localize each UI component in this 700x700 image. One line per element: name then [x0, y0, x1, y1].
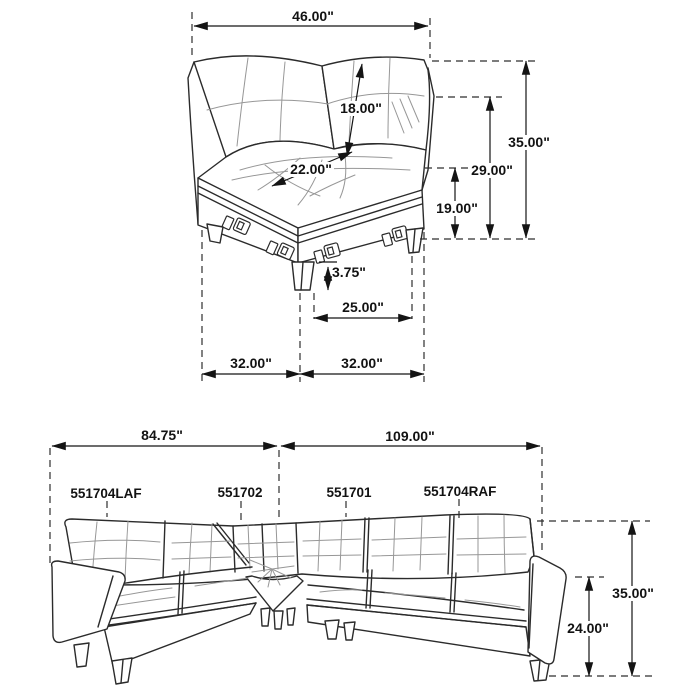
front-leg-span-label: 25.00" [342, 299, 384, 315]
back-height-label: 29.00" [471, 162, 513, 178]
part-label-armless: 551701 [326, 485, 372, 500]
sectional-sofa-line-art [52, 514, 567, 684]
overall-height-label: 35.00" [612, 585, 654, 601]
sectional-diagram [50, 427, 656, 684]
back-cushion-label: 18.00" [340, 100, 382, 116]
part-label-laf: 551704LAF [70, 486, 142, 501]
base-right-wing [307, 605, 530, 656]
part-label-corner: 551702 [217, 485, 263, 500]
part-label-raf: 551704RAF [423, 484, 497, 499]
part-labels [70, 484, 496, 501]
arm-height-label: 24.00" [567, 620, 609, 636]
right-arm [528, 556, 566, 664]
left-back-cushion [194, 56, 334, 157]
right-section-label: 32.00" [341, 355, 383, 371]
right-width-label: 109.00" [385, 428, 435, 444]
left-section-label: 32.00" [230, 355, 272, 371]
left-leg [207, 224, 223, 243]
middle-leg [325, 620, 339, 639]
seat-height-label: 19.00" [436, 200, 478, 216]
left-panel-edge [188, 62, 198, 224]
overall-height-label: 35.00" [508, 134, 550, 150]
left-arm-leg [74, 643, 89, 667]
left-width-label: 84.75" [141, 427, 183, 443]
overall-width-label: 46.00" [292, 8, 334, 24]
corner-leg [261, 608, 270, 626]
base-left-wing [104, 603, 256, 666]
leg-height-label: 3.75" [332, 264, 366, 280]
seat-depth-label: 22.00" [290, 161, 332, 177]
backrest [65, 514, 534, 585]
corner-unit-diagram [188, 8, 552, 382]
corner-leg [274, 611, 283, 629]
corner-leg [287, 608, 295, 625]
middle-leg [344, 622, 355, 640]
